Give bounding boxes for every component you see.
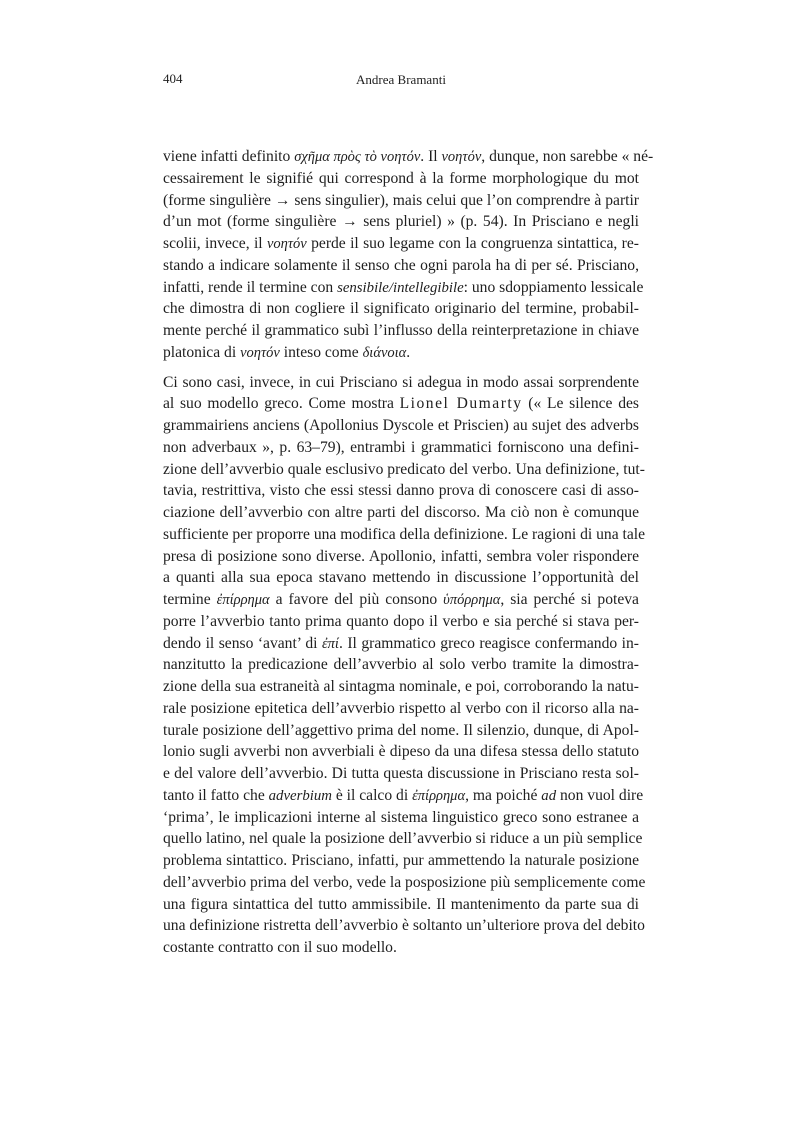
paragraph	[163, 372, 646, 959]
greek-term: διάνοια	[362, 344, 407, 361]
text-line: porre l’avverbio tanto prima quanto dopo il verbo e sia perché si stava per-	[163, 612, 639, 630]
author-name: Lionel Dumarty	[399, 395, 523, 413]
text-line: dell’avverbio prima del verbo, vede la posposizione più semplicemente come	[163, 873, 646, 891]
text-line: d’un mot (forme singulière → sens pluriel) » (p. 54). In Prisciano e negli	[163, 213, 639, 231]
text-line: zione della sua estraneità al sintagma nominale, e poi, corroborando la natu-	[163, 678, 639, 695]
text-line: mente perché il grammatico subì l’influsso della reinterpretazione in chiave	[163, 322, 639, 339]
greek-term: νοητόν	[441, 149, 482, 165]
body-text	[163, 146, 654, 959]
text-line: infatti, rende il termine con sensibile/intellegibile: uno sdoppiamento lessicale	[163, 278, 644, 296]
text-line: stando a indicare solamente il senso che ogni parola ha di per sé. Prisciano,	[163, 256, 639, 274]
greek-term: σχῆμα πρὸς τὸ νοητόν	[294, 149, 421, 165]
text-line: una figura sintattica del tutto ammissibile. Il mantenimento da parte sua di	[163, 895, 639, 913]
text-line: turale posizione dell’aggettivo prima del nome. Il silenzio, dunque, di Apol-	[163, 721, 639, 739]
text-line: tavia, restrittiva, visto che essi stessi danno prova di conoscere casi di asso-	[163, 482, 639, 500]
italic-term: ad	[541, 787, 557, 804]
text-line: sufficiente per proporre una modifica della definizione. Le ragioni di una tale	[163, 525, 646, 543]
text-line: (forme singulière → sens singulier), mais celui que l’on comprendre à partir	[163, 191, 639, 209]
greek-term: νοητόν	[266, 236, 307, 252]
text-line: viene infatti definito σχῆμα πρὸς τὸ νοητόν. Il νοητόν, dunque, non sarebbe « né-	[163, 148, 654, 165]
text-line: rale posizione epitetica dell’avverbio rispetto al verbo con il ricorso alla na-	[163, 699, 639, 717]
text-line: zione dell’avverbio quale esclusivo predicato del verbo. Una definizione, tut-	[163, 460, 645, 478]
greek-term: ἐπί	[321, 635, 339, 652]
text-line: scolii, invece, il νοητόν perde il suo legame con la congruenza sintattica, re-	[163, 235, 639, 252]
greek-term: ὑπόρρημα	[443, 592, 501, 608]
text-line: termine ἐπίρρημα a favore del più consono ὑπόρρημα, sia perché si poteva	[163, 591, 639, 608]
text-line: ‘prima’, le implicazioni interne al sistema linguistico greco sono estranee a	[163, 808, 639, 826]
text-line: dendo il senso ‘avant’ di ἐπί. Il grammatico greco reagisce confermando in-	[163, 634, 639, 652]
text-line: non adverbaux », p. 63–79), entrambi i grammatici forniscono una defini-	[163, 438, 639, 456]
text-line: lonio sugli avverbi non avverbiali è dipeso da una difesa stessa dello statuto	[163, 743, 639, 761]
text-line: ciazione dell’avverbio con altre parti del discorso. Ma ciò non è comunque	[163, 504, 639, 521]
text-line: quello latino, nel quale la posizione dell’avverbio si riduce a un più semplice	[163, 830, 643, 848]
text-line: tanto il fatto che adverbium è il calco di ἐπίρρημα, ma poiché ad non vuol dire	[163, 786, 644, 804]
greek-term: ἐπίρρημα	[412, 787, 466, 804]
text-line: che dimostra di non cogliere il significato originario del termine, probabil-	[163, 300, 639, 318]
text-line: cessairement le signifié qui correspond à la forme morphologique du mot	[163, 169, 639, 187]
text-line: al suo modello greco. Come mostra Lionel Dumarty (« Le silence des	[163, 395, 639, 413]
page-header	[163, 71, 639, 91]
text-line: problema sintattico. Prisciano, infatti, pur ammettendo la naturale posizione	[163, 852, 639, 869]
text-line: platonica di νοητόν inteso come διάνοια.	[163, 343, 411, 361]
text-line: una definizione ristretta dell’avverbio è soltanto un’ulteriore prova del debito	[163, 917, 645, 935]
page-number: 404	[163, 71, 183, 86]
italic-term: adverbium	[268, 787, 332, 804]
text-line: e del valore dell’avverbio. Di tutta questa discussione in Prisciano resta sol-	[163, 765, 639, 782]
text-line: nanzitutto la predicazione dell’avverbio al solo verbo tramite la dimostra-	[163, 656, 639, 674]
italic-term: sensibile/intellegibile	[337, 279, 464, 296]
text-line: a quanti alla sua epoca stavano mettendo in discussione l’opportunità del	[163, 569, 639, 587]
greek-term: ἐπίρρημα	[216, 592, 270, 608]
running-head-author: Andrea Bramanti	[356, 72, 446, 87]
paragraph	[163, 146, 654, 364]
text-line: grammairiens anciens (Apollonius Dyscole et Priscien) au sujet des adverbs	[163, 417, 639, 434]
text-line: costante contratto con il suo modello.	[163, 939, 397, 956]
text-line: Ci sono casi, invece, in cui Prisciano si adegua in modo assai sorprendente	[163, 373, 639, 391]
greek-term: νοητόν	[240, 344, 280, 361]
text-line: presa di posizione sono diverse. Apollonio, infatti, sembra voler rispondere	[163, 547, 639, 565]
